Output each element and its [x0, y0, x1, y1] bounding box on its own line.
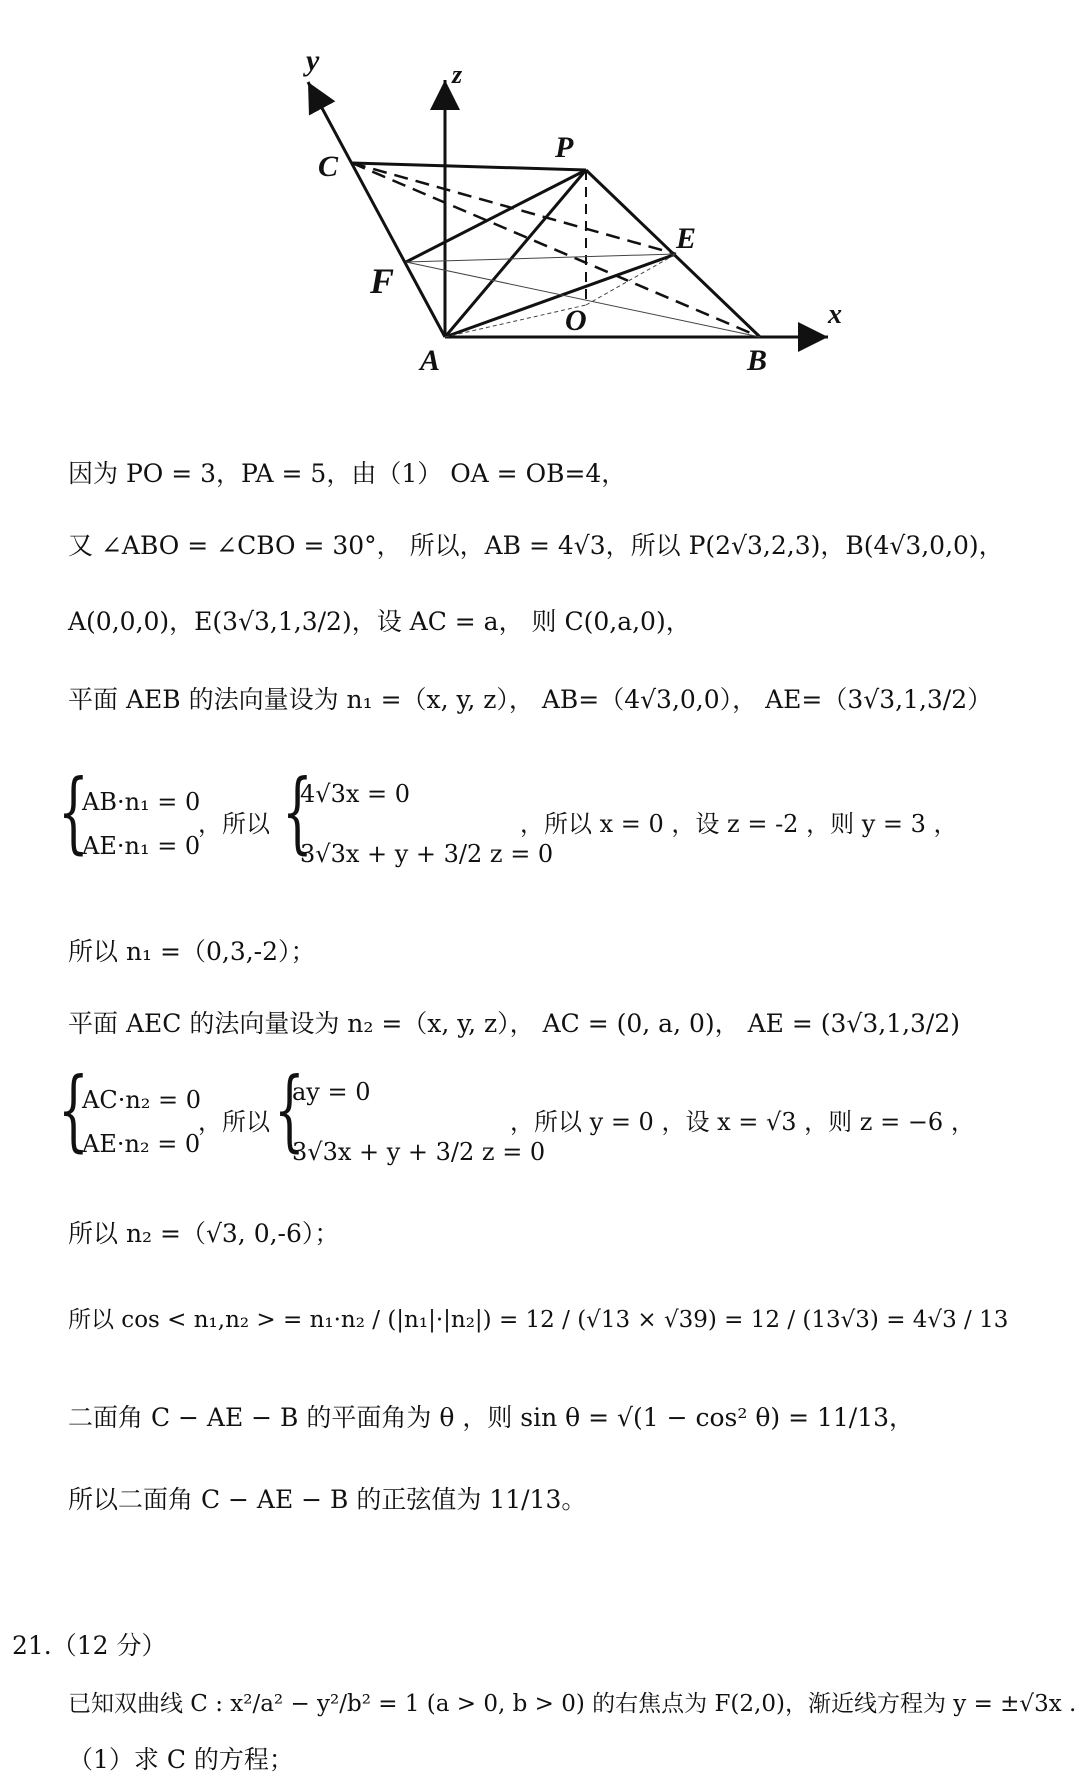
solution-line-6: 平面 AEC 的法向量设为 n₂ =（x, y, z）， AC = (0, a, 0)， AE = (3√3,1,3/2)	[68, 1009, 961, 1038]
label-y: y	[306, 44, 320, 77]
system-2-eq-2: AE·n₂ = 0	[82, 1130, 201, 1158]
solution-line-5: 所以 n₁ =（0,3,-2）；	[68, 937, 316, 966]
system-1-conclusion: ，所以 x = 0 ，设 z = -2 ，则 y = 3 ，	[520, 810, 958, 838]
label-c: C	[318, 150, 339, 183]
pyramid-coordinate-figure	[300, 40, 890, 400]
label-a: A	[420, 344, 441, 377]
system-1-eq-2: AE·n₁ = 0	[82, 832, 201, 860]
label-z: z	[452, 60, 463, 89]
label-b: B	[747, 344, 768, 377]
solution-line-2: 又 ∠ABO = ∠CBO = 30°， 所以，AB = 4√3，所以 P(2√3,2,3)，B(4√3,0,0)，	[68, 531, 1004, 560]
edge-cb	[352, 163, 760, 337]
label-o: O	[565, 304, 587, 337]
edge-cp	[352, 163, 586, 170]
solution-line-4: 平面 AEB 的法向量设为 n₁ =（x, y, z）， AB=（4√3,0,0）， AE=（3√3,1,3/2）	[68, 685, 993, 714]
system-2-connector: ，所以	[198, 1108, 270, 1136]
label-f: F	[370, 261, 395, 301]
system-2-eq-4: 3√3x + y + 3/2 z = 0	[292, 1138, 546, 1166]
question-stem: 已知双曲线 C : x²/a² − y²/b² = 1 (a > 0, b > 0) 的右焦点为 F(2,0)，渐近线方程为 y = ±√3x .	[68, 1691, 1077, 1717]
solution-line-7: 所以 n₂ =（√3, 0,-6）；	[68, 1219, 340, 1248]
left-brace: {	[58, 760, 89, 863]
question-part-1: （1）求 C 的方程；	[68, 1745, 294, 1774]
solution-line-8: 所以 cos < n₁,n₂ > = n₁·n₂ / (|n₁|·|n₂|) = 12 / (√13 × √39) = 12 / (13√3) = 4√3 / 13	[68, 1307, 1009, 1333]
solution-line-9: 二面角 C − AE − B 的平面角为 θ ，则 sin θ = √(1 − cos² θ) = 11/13，	[68, 1403, 915, 1432]
system-1-eq-1: AB·n₁ = 0	[82, 788, 201, 816]
system-2-eq-3: ay = 0	[292, 1078, 371, 1106]
solution-line-1: 因为 PO = 3，PA = 5，由（1） OA = OB=4，	[68, 459, 627, 488]
edge-oe	[586, 254, 676, 305]
system-1-connector: ，所以	[198, 810, 270, 838]
left-brace: {	[58, 1058, 89, 1161]
left-brace: {	[274, 1058, 305, 1161]
edge-fp	[406, 170, 586, 262]
system-1-eq-3: 4√3x = 0	[300, 780, 411, 808]
system-2-conclusion: ，所以 y = 0 ，设 x = √3 ，则 z = −6 ，	[510, 1108, 975, 1136]
label-e: E	[676, 222, 697, 255]
left-brace: {	[282, 760, 313, 863]
system-1-eq-4: 3√3x + y + 3/2 z = 0	[300, 840, 554, 868]
solution-line-3: A(0,0,0)，E(3√3,1,3/2)，设 AC = a， 则 C(0,a,0)，	[68, 607, 691, 636]
solution-line-10: 所以二面角 C − AE − B 的正弦值为 11/13。	[68, 1485, 587, 1514]
system-2-eq-1: AC·n₂ = 0	[82, 1086, 202, 1114]
label-x: x	[828, 299, 842, 330]
question-number: 21.（12 分）	[12, 1631, 167, 1660]
label-p: P	[555, 131, 574, 164]
